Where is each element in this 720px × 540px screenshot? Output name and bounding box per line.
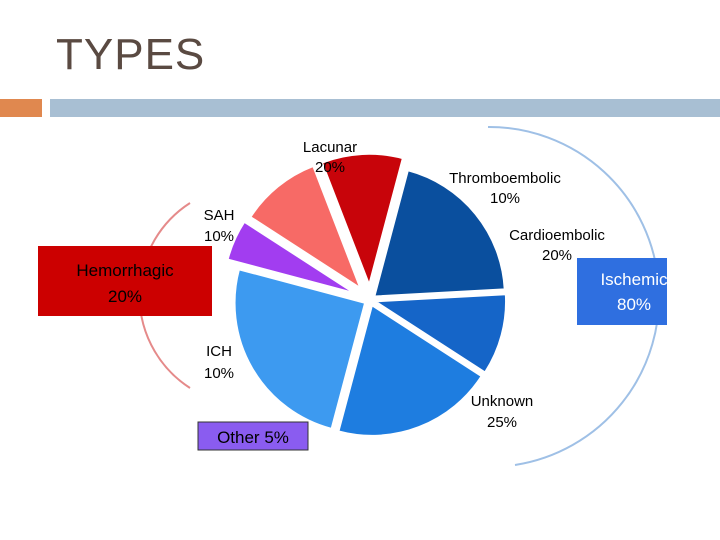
label-ich-name: ICH <box>206 343 232 360</box>
group-box-ischemic <box>577 258 668 325</box>
label-lacunar-value: 20% <box>314 159 346 176</box>
group-box-other <box>198 422 308 450</box>
label-sah-name: SAH <box>203 207 235 224</box>
label-ich-value: 10% <box>203 365 235 382</box>
label-cardioembolic-value: 20% <box>541 247 573 264</box>
label-unknown-name: Unknown <box>470 393 534 410</box>
label-unknown-value: 25% <box>486 414 518 431</box>
label-lacunar-name: Lacunar <box>302 139 358 156</box>
pie-slices <box>228 154 506 436</box>
ischemic-value: 80% <box>616 295 652 314</box>
hemorrhagic-value: 20% <box>107 287 143 306</box>
slide-title: TYPES <box>56 30 206 79</box>
ischemic-name: Ischemic <box>600 270 668 289</box>
other-name: Other <box>217 428 260 447</box>
label-cardioembolic-name: Cardioembolic <box>509 227 605 244</box>
other-value: 5% <box>264 428 289 447</box>
label-thromboembolic-value: 10% <box>489 190 521 207</box>
hemorrhagic-name: Hemorrhagic <box>76 261 174 280</box>
ischemic-box <box>577 258 667 325</box>
label-thromboembolic-name: Thromboembolic <box>449 170 561 187</box>
other-label <box>217 428 289 447</box>
group-box-hemorrhagic <box>38 246 212 316</box>
label-sah-value: 10% <box>203 228 235 245</box>
